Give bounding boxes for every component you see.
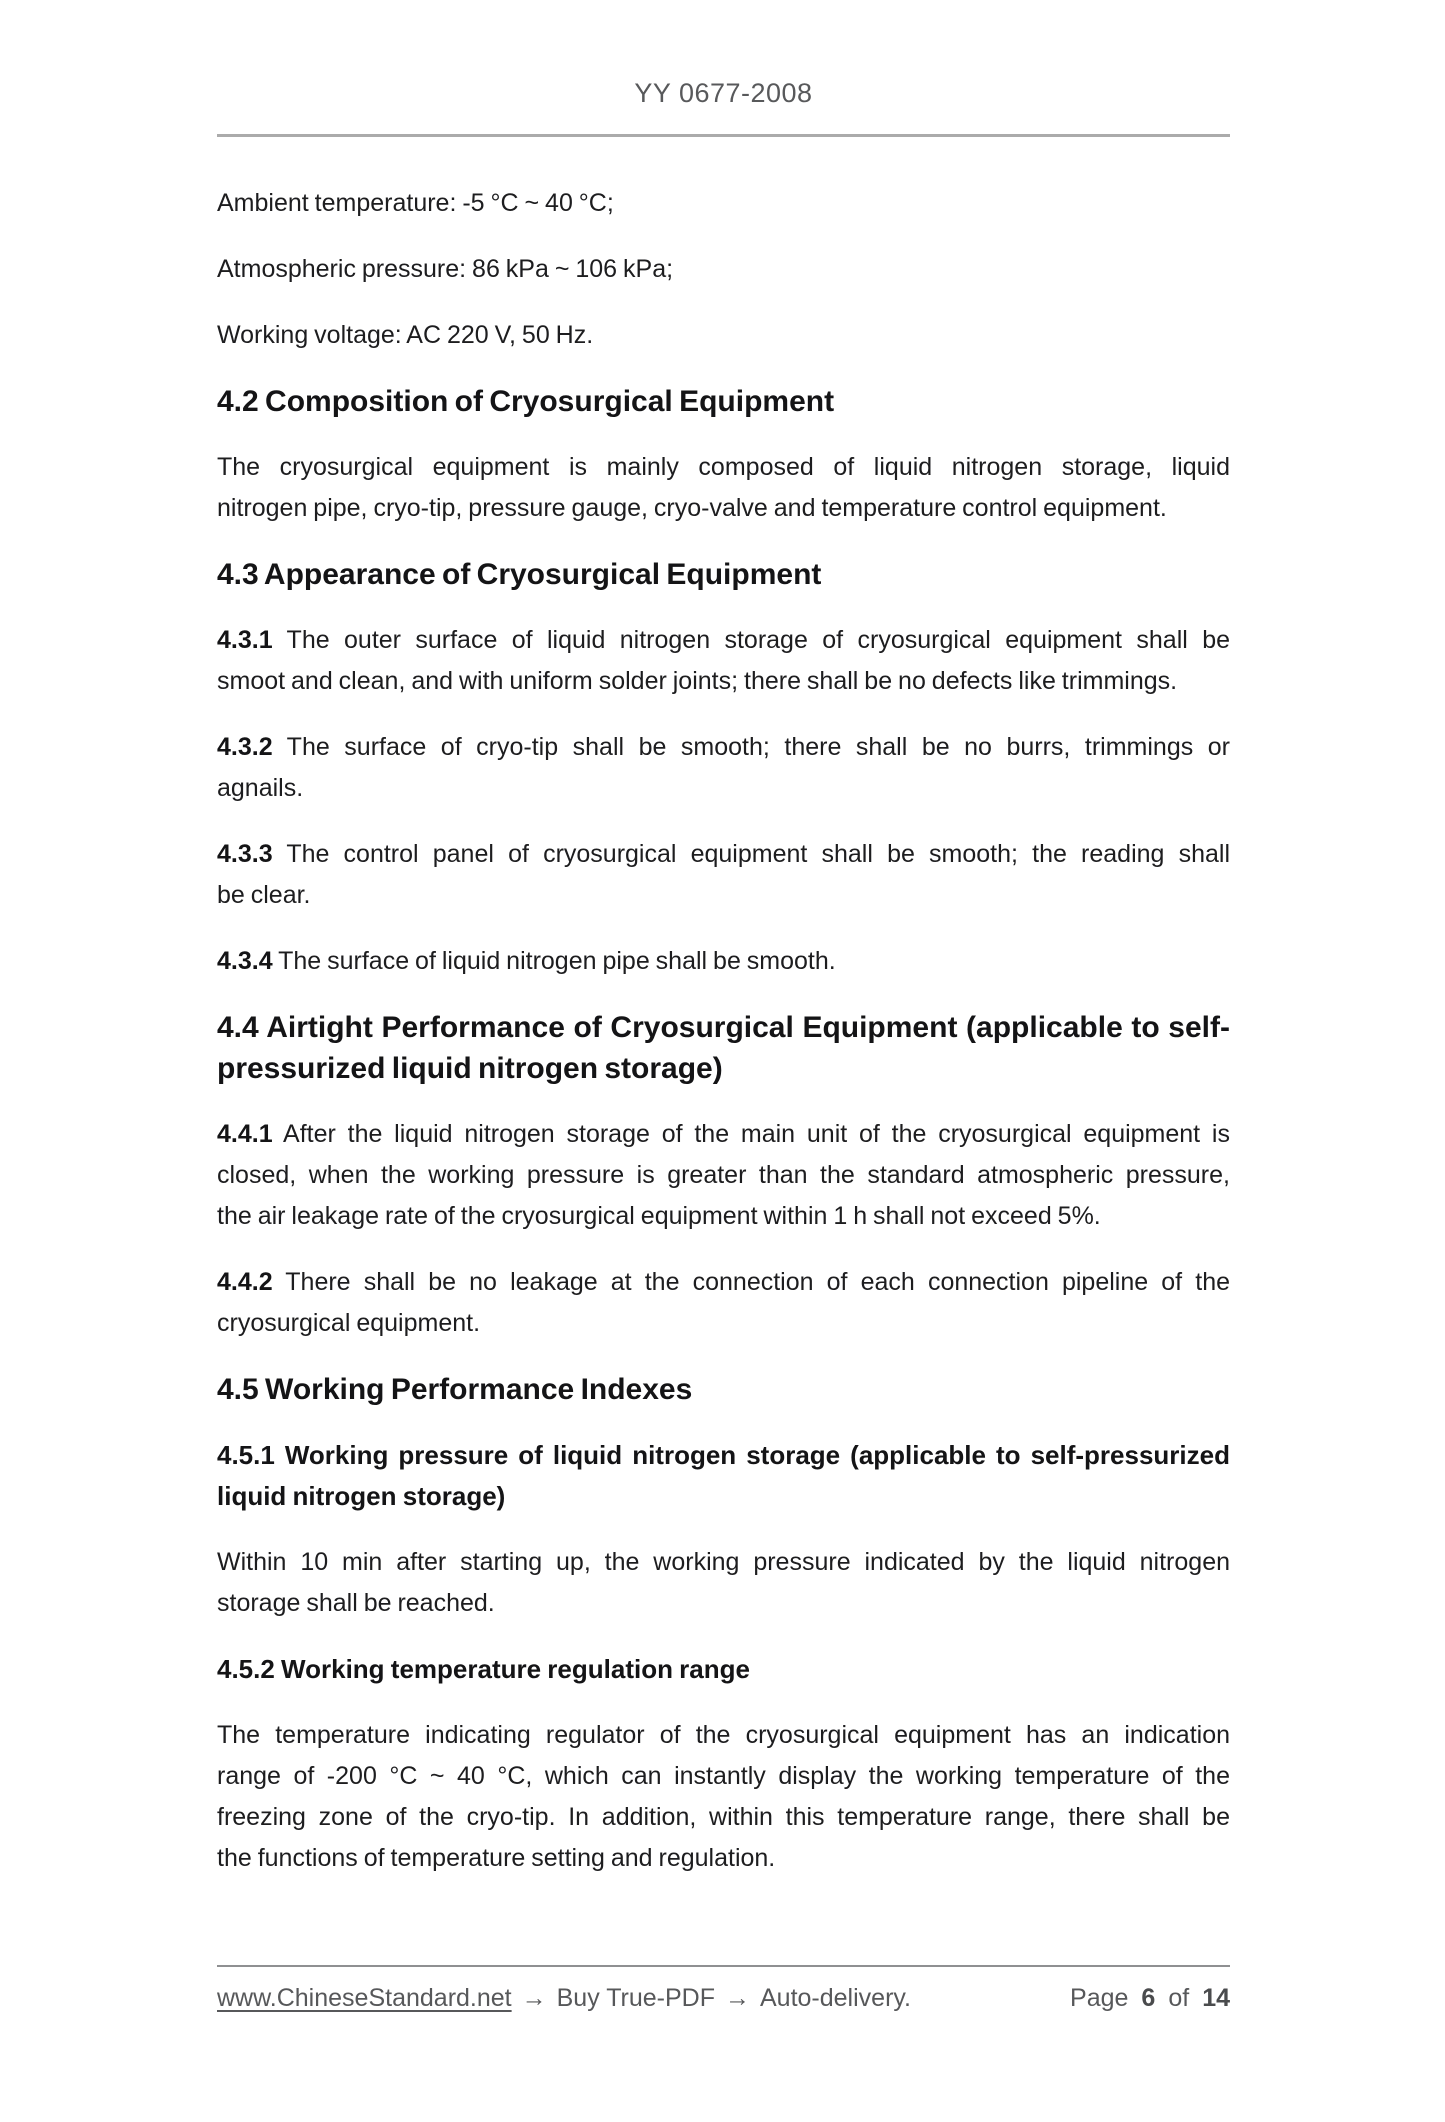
section-heading [217, 1007, 1230, 1089]
clause-number: 4.4.2 [217, 1268, 273, 1296]
text-line: 4.2 Composition of Cryosurgical Equipment [217, 385, 835, 418]
page-indicator [1070, 1983, 1230, 2013]
text-line: agnails. [217, 774, 304, 802]
text-line: 4.3.4 The surface of liquid nitrogen pipe shall be smooth. [217, 947, 836, 975]
text-line: liquid nitrogen storage) [217, 1481, 506, 1511]
paragraph [217, 1262, 1230, 1344]
text-line: The temperature indicating regulator of the cryosurgical equipment has an indication [217, 1721, 1230, 1749]
text-line: the air leakage rate of the cryosurgical equipment within 1 h shall not exceed 5%. [217, 1202, 1101, 1230]
text-line: 4.3.2 The surface of cryo-tip shall be smooth; there shall be no burrs, trimmings or [217, 733, 1230, 761]
text-line: nitrogen pipe, cryo-tip, pressure gauge, cryo-valve and temperature control equipment. [217, 494, 1167, 522]
text-line: The cryosurgical equipment is mainly composed of liquid nitrogen storage, liquid [217, 453, 1230, 481]
paragraph [217, 447, 1230, 529]
paragraph [217, 315, 1230, 356]
text-line: Within 10 min after starting up, the working pressure indicated by the liquid nitrogen [217, 1548, 1230, 1576]
paragraph [217, 1114, 1230, 1237]
text-line: 4.5 Working Performance Indexes [217, 1373, 693, 1406]
text-line: closed, when the working pressure is greater than the standard atmospheric pressure, [217, 1161, 1230, 1189]
header-divider [217, 134, 1230, 137]
text-line: Atmospheric pressure: 86 kPa ~ 106 kPa; [217, 255, 674, 283]
paragraph [217, 834, 1230, 916]
paragraph [217, 727, 1230, 809]
footer-promo [217, 1983, 911, 2013]
subsection-heading [217, 1649, 1230, 1690]
section-heading [217, 381, 1230, 422]
text-line: 4.3.1 The outer surface of liquid nitrogen storage of cryosurgical equipment shall be [217, 626, 1230, 654]
clause-number: 4.3.3 [217, 840, 273, 868]
page-label: Page [1070, 1984, 1129, 2012]
document-body [217, 183, 1230, 1879]
buy-pdf-label: Buy True-PDF [556, 1984, 715, 2012]
arrow-icon: → [521, 1984, 547, 2012]
paragraph [217, 183, 1230, 224]
text-line: 4.4.2 There shall be no leakage at the connection of each connection pipeline of the [217, 1268, 1230, 1296]
clause-number: 4.4.1 [217, 1120, 273, 1148]
current-page-number: 6 [1141, 1984, 1156, 2012]
text-line: 4.5.2 Working temperature regulation range [217, 1654, 750, 1684]
text-line: 4.4.1 After the liquid nitrogen storage of the main unit of the cryosurgical equipment is [217, 1120, 1230, 1148]
text-line: smoot and clean, and with uniform solder joints; there shall be no defects like trimmings. [217, 667, 1178, 695]
arrow-icon: → [725, 1984, 750, 2012]
paragraph [217, 620, 1230, 702]
document-page [0, 78, 1445, 2122]
text-line: 4.4 Airtight Performance of Cryosurgical Equipment (applicable to self- [217, 1011, 1230, 1044]
section-heading [217, 1369, 1230, 1410]
document-number: YY 0677-2008 [634, 78, 813, 108]
website-link[interactable]: www.ChineseStandard.net [217, 1984, 512, 2012]
subsection-heading [217, 1435, 1230, 1517]
text-line: Ambient temperature: -5 °C ~ 40 °C; [217, 189, 614, 217]
total-page-number: 14 [1202, 1984, 1230, 2012]
page-header [217, 78, 1230, 137]
text-line: storage shall be reached. [217, 1589, 495, 1617]
text-line: freezing zone of the cryo-tip. In addition, within this temperature range, there shall be [217, 1803, 1230, 1831]
clause-number: 4.3.1 [217, 626, 273, 654]
section-heading [217, 554, 1230, 595]
paragraph [217, 249, 1230, 290]
clause-number: 4.3.2 [217, 733, 273, 761]
paragraph [217, 1542, 1230, 1624]
paragraph [217, 941, 1230, 982]
text-line: 4.3.3 The control panel of cryosurgical equipment shall be smooth; the reading shall [217, 840, 1230, 868]
text-line: cryosurgical equipment. [217, 1309, 481, 1337]
text-line: 4.3 Appearance of Cryosurgical Equipment [217, 558, 822, 591]
text-line: 4.5.1 Working pressure of liquid nitrogen storage (applicable to self-pressurized [217, 1440, 1230, 1470]
text-line: range of -200 °C ~ 40 °C, which can instantly display the working temperature of the [217, 1762, 1230, 1790]
page-footer [217, 1965, 1230, 2013]
page-of-label: of [1168, 1984, 1190, 2012]
text-line: Working voltage: AC 220 V, 50 Hz. [217, 321, 594, 349]
text-line: pressurized liquid nitrogen storage) [217, 1052, 723, 1085]
paragraph [217, 1715, 1230, 1879]
text-line: the functions of temperature setting and regulation. [217, 1844, 776, 1872]
auto-delivery-label: Auto-delivery. [760, 1984, 911, 2012]
clause-number: 4.3.4 [217, 947, 273, 975]
text-line: be clear. [217, 881, 311, 909]
